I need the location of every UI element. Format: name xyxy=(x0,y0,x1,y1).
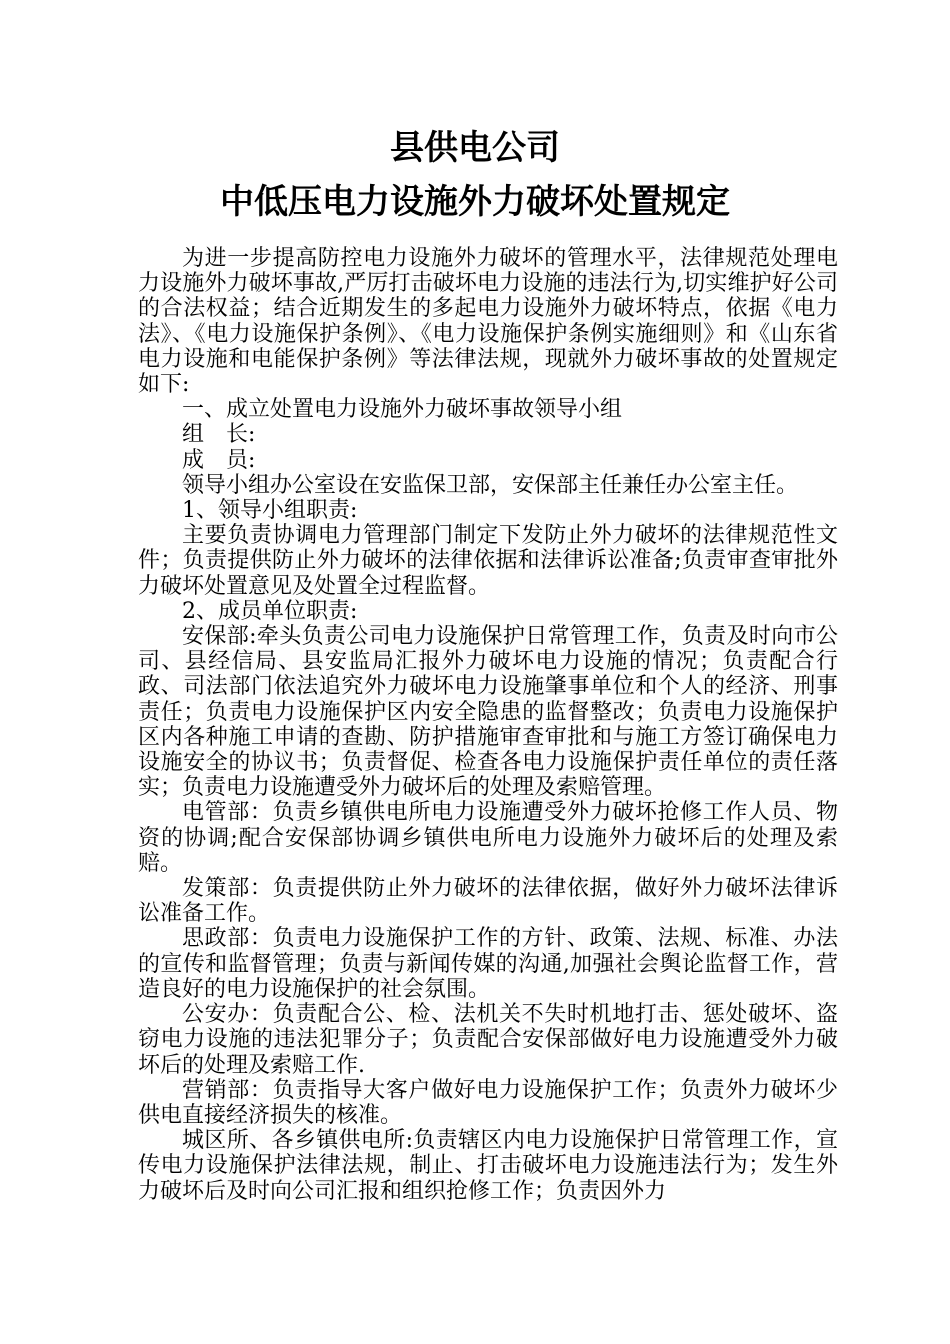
document-title-company: 县供电公司 xyxy=(390,128,560,168)
paragraph-section-heading: 一、成立处置电力设施外力破坏事故领导小组 xyxy=(182,397,623,423)
paragraph-supply-stations: 城区所、各乡镇供电所:负责辖区内电力设施保护日常管理工作，宣传电力设施保护法律法规，制止、打击破坏电力设施违法行为；发生外力破坏后及时向公司汇报和组织抢修工作；负责因外力 xyxy=(138,1128,838,1204)
paragraph-power-mgmt-dept: 电管部：负责乡镇供电所电力设施遭受外力破坏抢修工作人员、物资的协调;配合安保部协调乡镇供电所电力设施外力破坏后的处理及索赔。 xyxy=(138,800,838,876)
paragraph-marketing-dept: 营销部：负责指导大客户做好电力设施保护工作；负责外力破坏少供电直接经济损失的核准。 xyxy=(138,1077,838,1128)
paragraph-intro: 为进一步提高防控电力设施外力破坏的管理水平，法律规范处理电力设施外力破坏事故,严厉打击破坏电力设施的违法行为,切实维护好公司的合法权益；结合近期发生的多起电力设施外力破坏特点，依据《电力法》、《电力设施保护条例》、《电力设施保护条例实施细则》和《山东省电力设施和电能保护条例》等法律法规，现就外力破坏事故的处置规定如下: xyxy=(138,246,838,398)
document-body xyxy=(138,246,838,1204)
paragraph-public-security-office: 公安办：负责配合公、检、法机关不失时机地打击、惩处破坏、盗窃电力设施的违法犯罪分子；负责配合安保部做好电力设施遭受外力破坏后的处理及索赔工作. xyxy=(138,1002,838,1078)
paragraph-group-members: 成 员: xyxy=(182,447,256,473)
paragraph-office: 领导小组办公室设在安监保卫部，安保部主任兼任办公室主任。 xyxy=(182,472,799,498)
paragraph-leader-duties: 主要负责协调电力管理部门制定下发防止外力破坏的法律规范性文件；负责提供防止外力破坏的法律依据和法律诉讼准备;负责审查审批外力破坏处置意见及处置全过程监督。 xyxy=(138,523,838,599)
document-title-regulation: 中低压电力设施外力破坏处置规定 xyxy=(220,182,730,222)
paragraph-planning-dept: 发策部：负责提供防止外力破坏的法律依据，做好外力破坏法律诉讼准备工作。 xyxy=(138,876,838,927)
paragraph-leader-duties-heading: 1、领导小组职责: xyxy=(182,498,358,524)
paragraph-political-dept: 思政部：负责电力设施保护工作的方针、政策、法规、标准、办法的宣传和监督管理；负责与新闻传媒的沟通,加强社会舆论监督工作，营造良好的电力设施保护的社会氛围。 xyxy=(138,926,838,1002)
paragraph-security-dept: 安保部:牵头负责公司电力设施保护日常管理工作，负责及时向市公司、县经信局、县安监局汇报外力破坏电力设施的情况；负责配合行政、司法部门依法追究外力破坏电力设施肇事单位和个人的经济、刑事责任；负责电力设施保护区内安全隐患的监督整改；负责电力设施保护区内各种施工申请的查勘、防护措施审查审批和与施工方签订确保电力设施安全的协议书；负责督促、检查各电力设施保护责任单位的责任落实；负责电力设施遭受外力破坏后的处理及索赔管理。 xyxy=(138,624,838,801)
paragraph-member-duties-heading: 2、成员单位职责: xyxy=(182,598,358,624)
paragraph-group-leader: 组 长: xyxy=(182,422,256,448)
